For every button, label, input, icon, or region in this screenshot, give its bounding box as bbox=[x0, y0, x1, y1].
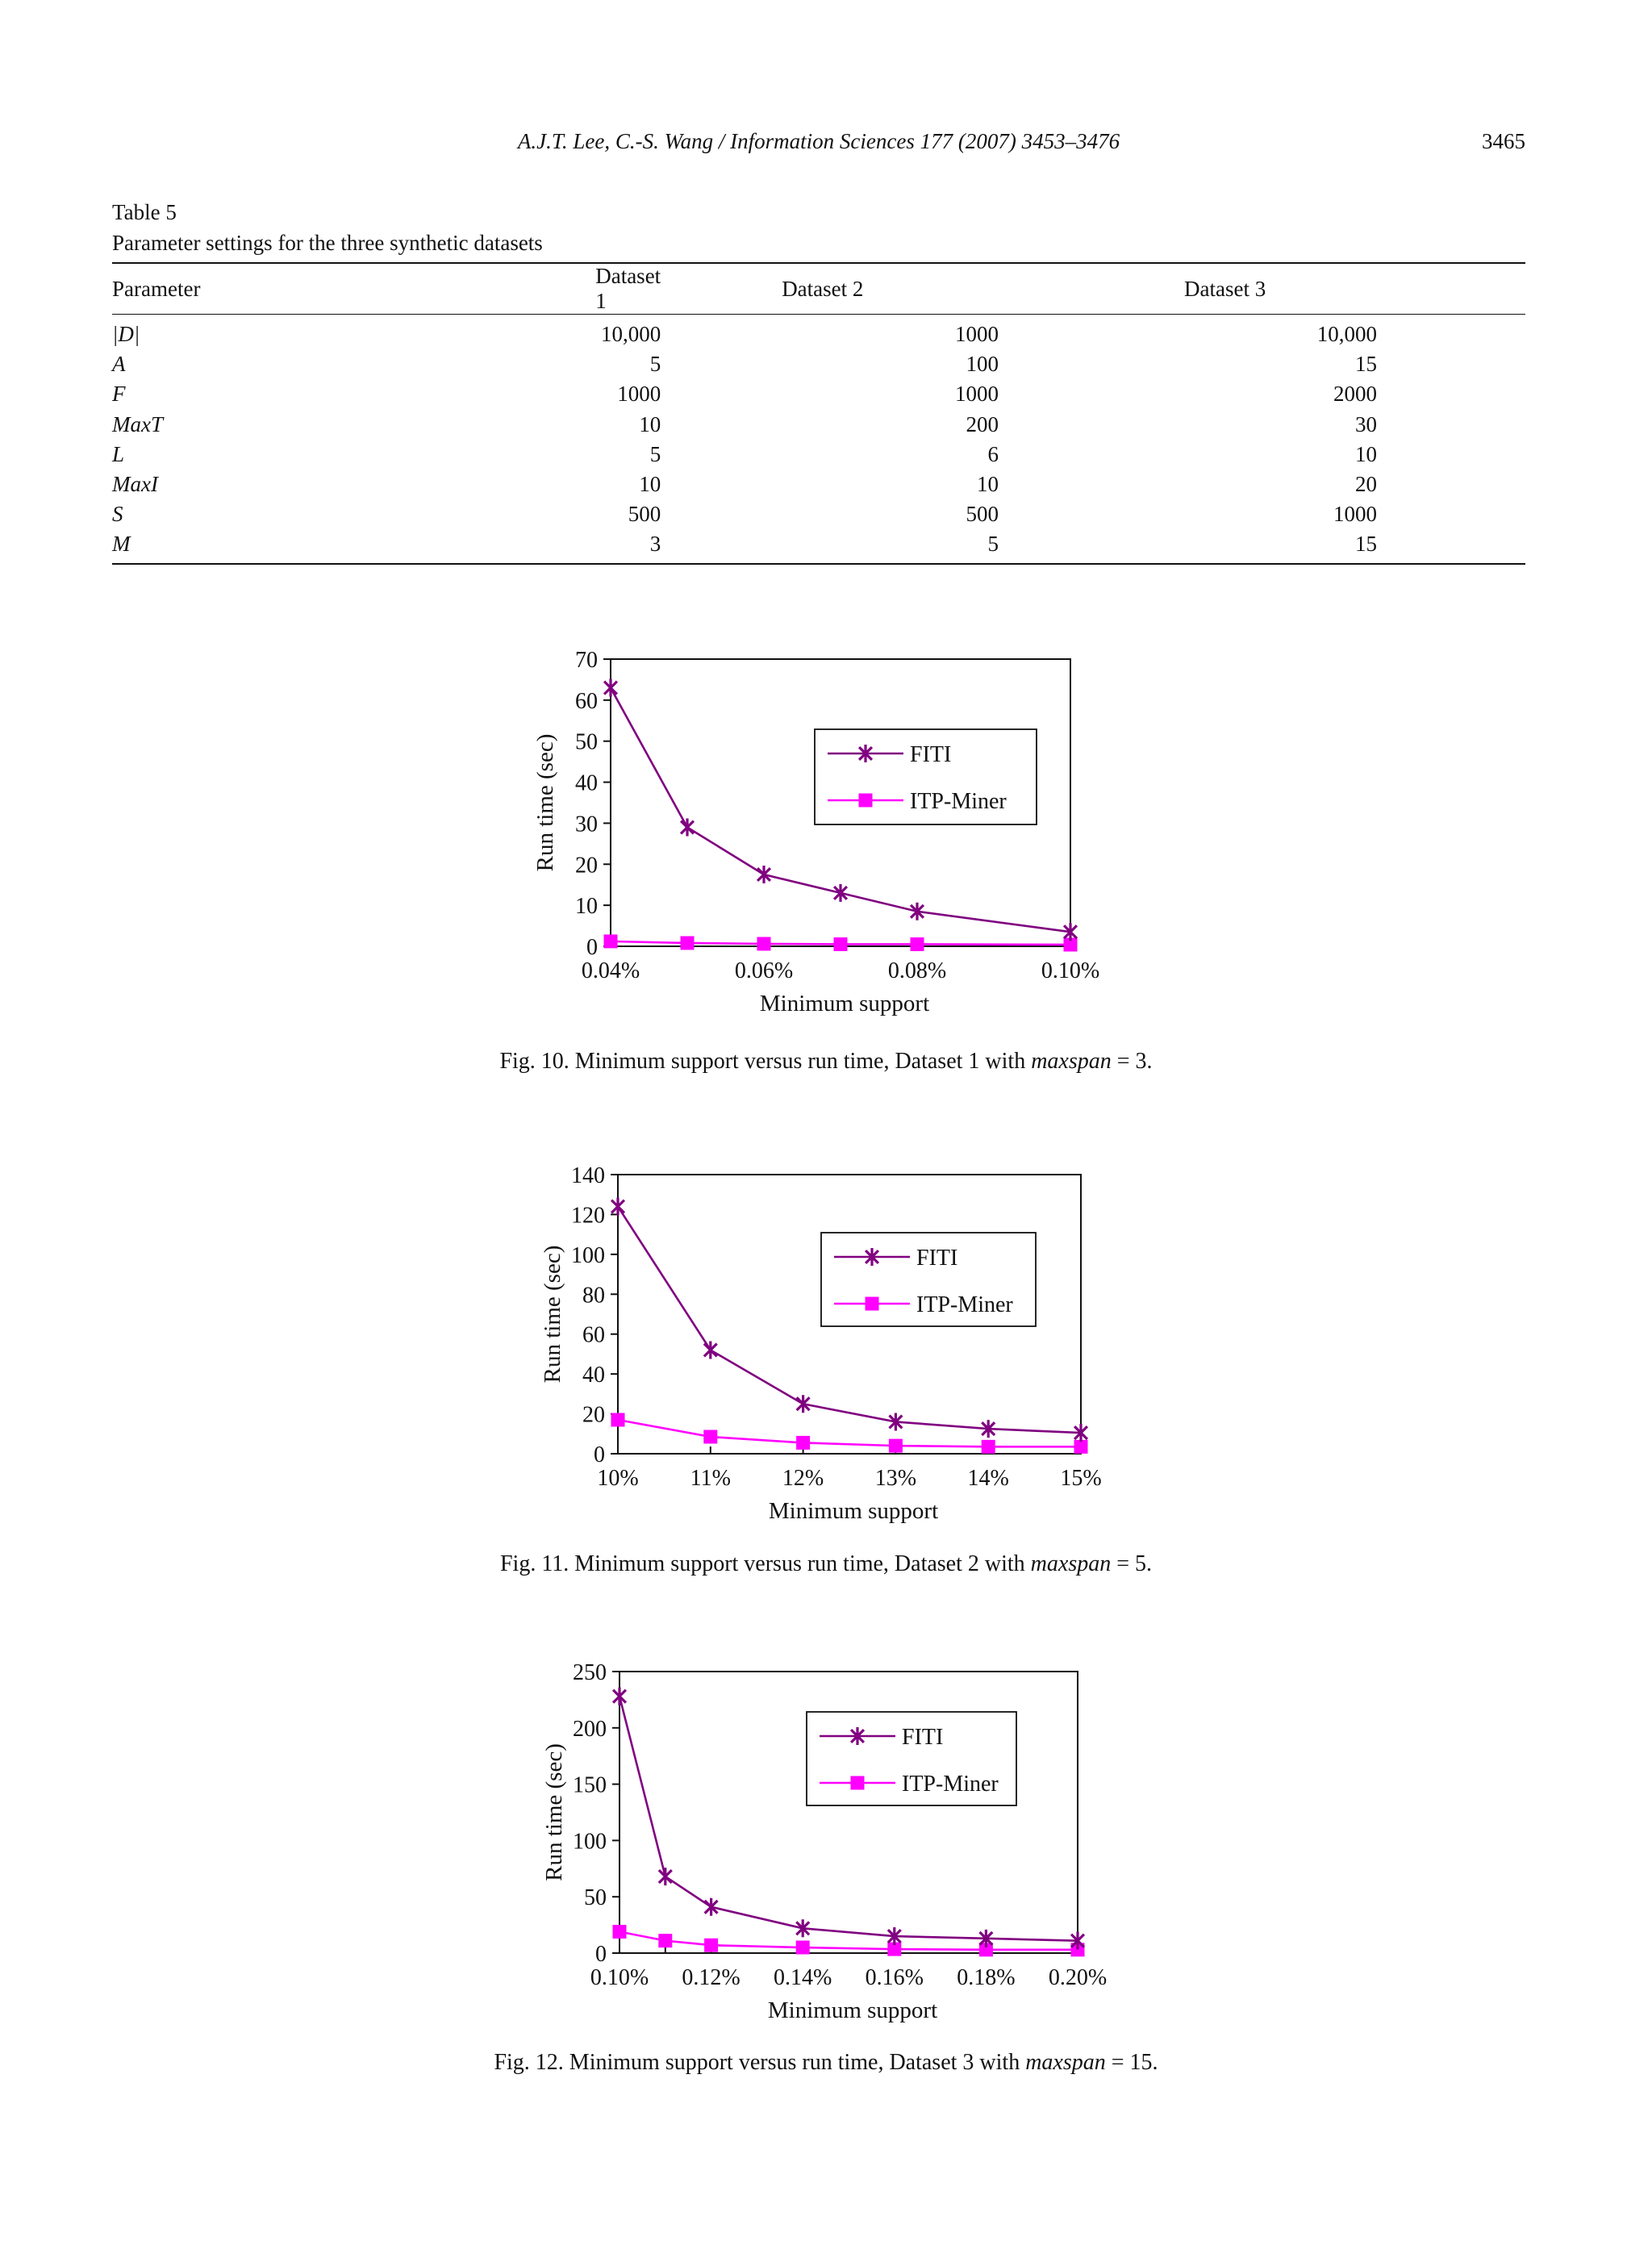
column-header: Dataset 3 bbox=[999, 263, 1525, 315]
parameter-name: MaxT bbox=[112, 411, 163, 436]
x-tick-label: 12% bbox=[782, 1466, 824, 1491]
y-tick-label: 70 bbox=[575, 648, 598, 673]
parameter-name: MaxI bbox=[112, 472, 158, 497]
table-cell: 10,000 bbox=[1316, 322, 1377, 347]
y-tick-label: 50 bbox=[584, 1885, 607, 1911]
parameter-name: F bbox=[112, 382, 126, 407]
y-tick-label: 140 bbox=[571, 1163, 605, 1188]
table-cell: 10 bbox=[639, 411, 661, 436]
legend-label: ITP-Miner bbox=[916, 1292, 1013, 1317]
caption-suffix: = 3. bbox=[1111, 1049, 1153, 1074]
y-tick-label: 40 bbox=[575, 770, 598, 796]
x-tick-label: 0.10% bbox=[1041, 958, 1100, 983]
table-cell: 15 bbox=[999, 529, 1525, 563]
table-cell: 1000 bbox=[955, 382, 999, 407]
y-tick-label: 0 bbox=[595, 1942, 607, 1967]
table-cell: 2000 bbox=[1333, 382, 1377, 407]
table-title: Parameter settings for the three synthetic datasets bbox=[112, 231, 543, 255]
table-cell: 30 bbox=[1355, 411, 1377, 436]
y-axis-label: Run time (sec) bbox=[532, 733, 558, 872]
x-tick-label: 0.10% bbox=[590, 1965, 649, 1990]
y-tick-label: 150 bbox=[573, 1772, 607, 1798]
table-cell: 5 bbox=[649, 352, 661, 377]
table-cell: 10 bbox=[639, 472, 661, 497]
y-tick-label: 100 bbox=[573, 1829, 607, 1855]
table-cell: 10 bbox=[977, 472, 999, 497]
column-header: Dataset 1 bbox=[321, 263, 661, 315]
caption-suffix: = 5. bbox=[1111, 1551, 1153, 1576]
parameter-name: |D| bbox=[112, 322, 140, 347]
table-cell: 500 bbox=[628, 502, 661, 527]
x-tick-label: 0.08% bbox=[887, 958, 947, 983]
table-cell: 3 bbox=[321, 529, 661, 563]
square-marker bbox=[796, 1941, 810, 1955]
y-tick-label: 80 bbox=[582, 1283, 605, 1309]
square-marker bbox=[613, 1925, 627, 1939]
x-tick-label: 0.16% bbox=[865, 1965, 924, 1990]
table-cell: 6 bbox=[987, 441, 999, 466]
caption-suffix: = 15. bbox=[1105, 2050, 1158, 2075]
y-tick-label: 100 bbox=[571, 1242, 605, 1268]
table-cell: 500 bbox=[966, 502, 999, 527]
square-marker bbox=[851, 1776, 865, 1790]
x-tick-label: 0.14% bbox=[774, 1965, 832, 1990]
x-tick-label: 0.12% bbox=[682, 1965, 740, 1990]
table-cell: 5 bbox=[661, 529, 999, 563]
page-number: 3465 bbox=[1482, 129, 1525, 153]
y-tick-label: 40 bbox=[582, 1363, 605, 1388]
parameter-name: A bbox=[112, 352, 126, 377]
y-axis-label: Run time (sec) bbox=[540, 1245, 565, 1384]
table-cell: 10 bbox=[1355, 441, 1377, 466]
x-tick-label: 15% bbox=[1060, 1466, 1102, 1491]
table-cell: 1000 bbox=[955, 322, 999, 347]
square-marker bbox=[658, 1934, 672, 1947]
column-header: Dataset 2 bbox=[661, 263, 999, 315]
y-tick-label: 50 bbox=[575, 729, 598, 755]
y-tick-label: 0 bbox=[586, 935, 598, 960]
x-tick-label: 0.18% bbox=[957, 1965, 1016, 1990]
table-cell: 200 bbox=[966, 411, 999, 436]
caption-variable: maxspan bbox=[1030, 1551, 1112, 1576]
caption-variable: maxspan bbox=[1031, 1049, 1112, 1074]
table-cell: 5 bbox=[649, 441, 661, 466]
x-tick-label: 0.06% bbox=[734, 958, 794, 983]
caption-text: Fig. 12. Minimum support versus run time, Dataset 3 with bbox=[494, 2050, 1026, 2075]
y-tick-label: 200 bbox=[573, 1716, 607, 1742]
figure-caption bbox=[0, 2050, 1652, 2076]
x-tick-label: 0.20% bbox=[1048, 1965, 1108, 1990]
caption-variable: maxspan bbox=[1025, 2050, 1106, 2075]
table-cell: 100 bbox=[966, 352, 999, 377]
table-cell: 10,000 bbox=[600, 322, 661, 347]
x-axis-label: Minimum support bbox=[768, 1498, 939, 1524]
caption-text: Fig. 11. Minimum support versus run time, Dataset 2 with bbox=[499, 1551, 1031, 1576]
series-line-itp-miner bbox=[620, 1931, 1078, 1949]
y-tick-label: 60 bbox=[575, 688, 598, 714]
table-cell: 20 bbox=[1355, 472, 1377, 497]
column-header: Parameter bbox=[112, 263, 321, 315]
x-tick-label: 0.04% bbox=[581, 958, 640, 983]
x-axis-label: Minimum support bbox=[767, 1997, 938, 2023]
y-tick-label: 60 bbox=[582, 1322, 605, 1348]
y-tick-label: 120 bbox=[571, 1203, 605, 1229]
legend-label: ITP-Miner bbox=[902, 1772, 999, 1797]
parameter-name: L bbox=[112, 441, 125, 466]
asterisk-marker bbox=[613, 1688, 626, 1705]
table-cell: 1000 bbox=[1333, 502, 1377, 527]
y-axis-label: Run time (sec) bbox=[541, 1743, 567, 1881]
asterisk-marker bbox=[659, 1868, 672, 1885]
running-title: A.J.T. Lee, C.-S. Wang / Information Sciences 177 (2007) 3453–3476 bbox=[517, 129, 1120, 153]
legend-label: FITI bbox=[910, 742, 952, 767]
legend-label: ITP-Miner bbox=[910, 789, 1007, 814]
x-axis-label: Minimum support bbox=[759, 991, 930, 1016]
table-cell: 15 bbox=[1355, 352, 1377, 377]
x-tick-label: 11% bbox=[690, 1466, 731, 1491]
parameter-name: M bbox=[112, 529, 321, 563]
y-tick-label: 20 bbox=[575, 853, 598, 879]
y-tick-label: 20 bbox=[582, 1402, 605, 1428]
x-tick-label: 10% bbox=[597, 1466, 639, 1491]
table-cell: 1000 bbox=[617, 382, 661, 407]
y-tick-label: 10 bbox=[575, 894, 598, 920]
y-tick-label: 0 bbox=[594, 1442, 605, 1467]
parameter-name: S bbox=[112, 502, 123, 527]
legend-label: FITI bbox=[902, 1725, 944, 1750]
square-marker bbox=[704, 1939, 718, 1952]
x-tick-label: 13% bbox=[874, 1466, 917, 1491]
caption-text: Fig. 10. Minimum support versus run time, Dataset 1 with bbox=[499, 1049, 1032, 1074]
y-tick-label: 30 bbox=[575, 812, 598, 837]
legend-label: FITI bbox=[916, 1246, 958, 1271]
table-label: Table 5 bbox=[112, 200, 177, 224]
x-tick-label: 14% bbox=[967, 1466, 1009, 1491]
y-tick-label: 250 bbox=[573, 1660, 607, 1685]
